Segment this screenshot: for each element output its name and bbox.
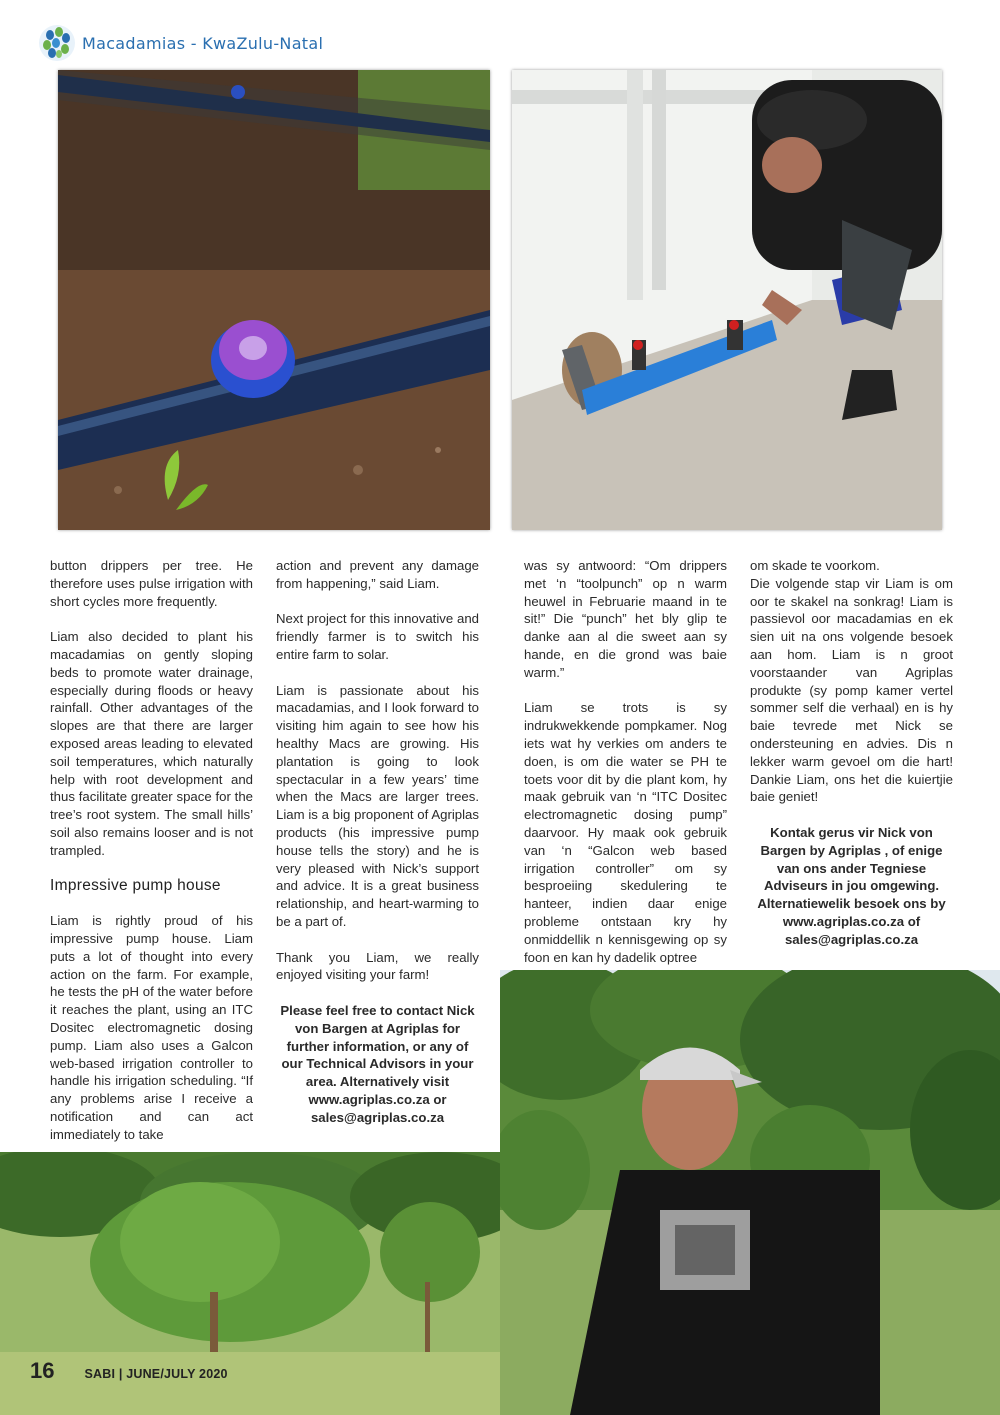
paragraph: was sy antwoord: “Om drippers met ‘n “toolpunch” op n warm heuwel in Februarie maand in te sit!” Die “punch” het bly glip te danke aan al die sweet aan sy hande, en die grond was baie warm.” — [524, 558, 727, 680]
paragraph: Thank you Liam, we really enjoyed visiting your farm! — [276, 949, 479, 983]
column-2 — [276, 557, 479, 1144]
page-footer — [30, 1358, 228, 1384]
publication-label: SABI | JUNE/JULY 2020 — [84, 1367, 228, 1381]
paragraph: Liam se trots is sy indrukwekkende pompkamer. Nog iets wat hy verkies om anders te doen, is om die water se PH te toets voor dit by die plant kom, hy maak gebruik van ‘n “ITC Dositec electromagnetic dosing pump” daarvoor. Hy maak ook gebruik van ‘n “Galcon web based irrigation controller” om sy besproeiing skedulering te hanteer, indien daar enige probleme ontstaan kry hy onmiddellik n kennisgewing op sy foon en kan hy dadelik optree — [524, 700, 727, 965]
contact-block: Please feel free to contact Nick von Bargen at Agriplas for further information, or any of our Technical Advisors in your area. Alternatively visit www.agriplas.co.za or sales@agriplas.co.za — [280, 1002, 475, 1125]
contact-block: Kontak gerus vir Nick von Bargen by Agriplas , of enige van ons ander Tegniese Adviseurs in jou omgewing. Alternatiewelik besoek ons by www.agriplas.co.za of sales@agriplas.co.za — [757, 824, 946, 947]
droplet-cluster-logo-icon — [38, 24, 76, 62]
photo-button-dripper — [58, 70, 490, 530]
paragraph: Liam is passionate about his macadamias, and I look forward to visiting him again to see how his healthy Macs are growing. His plantation is going to look spectacular in a few years’ time when the Macs are larger trees. Liam is a big proponent of Agriplas products (his impressive pump house tells the story) and he is very pleased with Nick’s support and advice. It is a great business relationship, and heart-warming to be a part of. — [276, 682, 479, 929]
paragraph: action and prevent any damage from happening,” said Liam. — [276, 558, 479, 591]
page-number: 16 — [30, 1358, 55, 1383]
subheading: Impressive pump house — [50, 877, 221, 895]
paragraph: Liam also decided to plant his macadamias on gently sloping beds to promote water drainage, especially during floods or heavy rainfall. Other advantages of the slopes are that there are larger exposed areas leading to elevated soil temperatures, which naturally help with root development and thus facilitate greater space for the tree’s root system. The small hills’ soil also remains looser and is not trampled. — [50, 629, 253, 858]
paragraph: om skade te voorkom. — [750, 558, 880, 573]
column-1 — [50, 557, 253, 1144]
photo-farmer-orchard-right — [500, 970, 1000, 1415]
column-4 — [750, 557, 953, 966]
paragraph: button drippers per tree. He therefore uses pulse irrigation with short cycles more frequently. — [50, 558, 253, 609]
paragraph: Liam is rightly proud of his impressive pump house. Liam puts a lot of thought into every action on the farm. For example, he tests the pH of the water before it reaches the plant, using an ITC Dositec electromagnetic dosing pump. Liam also uses a Galcon web-based irrigation controller to handle his irrigation scheduling. “If any problems arise I receive a notification and can act immediately to take — [50, 913, 253, 1142]
section-title: Macadamias - KwaZulu-Natal — [82, 33, 324, 53]
paragraph: Next project for this innovative and friendly farmer is to switch his entire farm to solar. — [276, 611, 479, 662]
paragraph: Die volgende stap vir Liam is om oor te skakel na sonkrag! Liam is passievol oor macadamias en ek sien uit na ons volgende besoek aan hom. Liam is n groot voorstaander van Agriplas produkte (sy pomp kamer vertel sommer self die verhaal) en is hy baie tevrede met Nick se ondersteuning en advies. Dis n lekker warm gevoel om die hart! Dankie Liam, ons het die kuiertjie baie geniet! — [750, 575, 953, 805]
photo-pump-house — [512, 70, 942, 530]
column-3 — [524, 557, 727, 984]
page-header — [38, 24, 323, 62]
